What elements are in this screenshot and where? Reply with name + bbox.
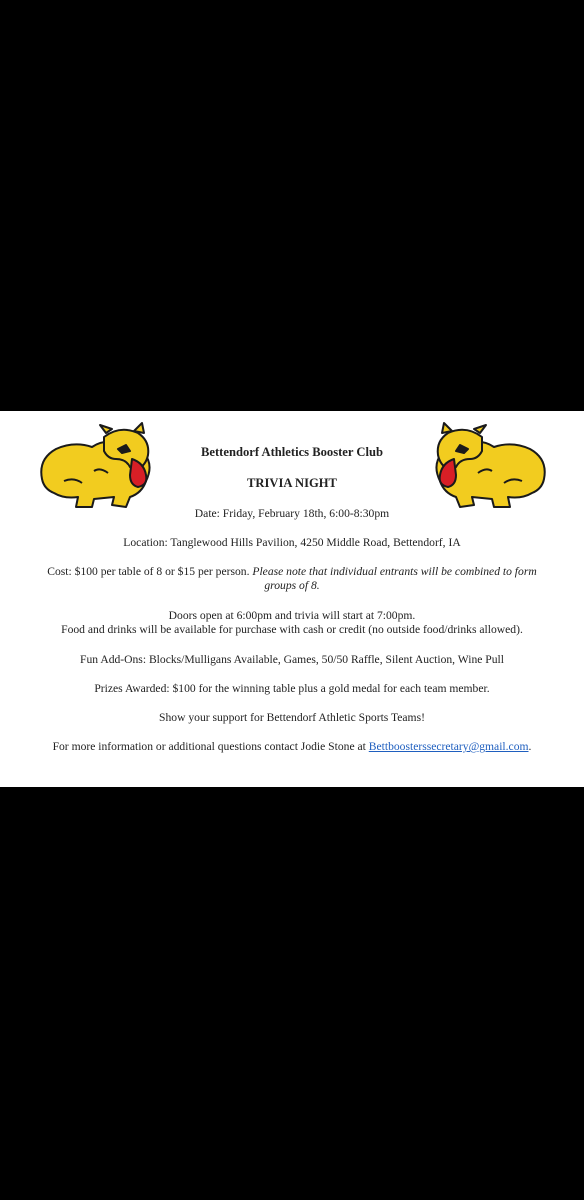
prizes: Prizes Awarded: $100 for the winning table plus a gold medal for each team member. — [94, 682, 490, 695]
contact-info — [0, 740, 584, 754]
contact-text: For more information or additional questions contact Jodie Stone at — [52, 740, 369, 753]
event-title: TRIVIA NIGHT — [247, 476, 337, 490]
cost-note-continued: groups of 8. — [264, 579, 320, 592]
food-drinks: Food and drinks will be available for purchase with cash or credit (no outside food/drinks allowed). — [61, 623, 523, 636]
flyer — [0, 411, 584, 787]
doors-open: Doors open at 6:00pm and trivia will start at 7:00pm. — [168, 609, 416, 622]
bulldog-mascot-icon — [34, 419, 164, 511]
support-message: Show your support for Bettendorf Athletic Sports Teams! — [159, 711, 425, 724]
event-cost — [0, 565, 584, 579]
org-name: Bettendorf Athletics Booster Club — [200, 445, 383, 459]
cost-note: Please note that individual entrants will be combined to form — [252, 565, 537, 578]
contact-email-link[interactable]: Bettboosterssecretary@gmail.com — [368, 740, 529, 753]
fun-addons: Fun Add-Ons: Blocks/Mulligans Available, Games, 50/50 Raffle, Silent Auction, Wine Pull — [80, 653, 504, 666]
contact-end: . — [528, 740, 532, 753]
event-date: Date: Friday, February 18th, 6:00-8:30pm — [194, 507, 390, 520]
cost-text: Cost: $100 per table of 8 or $15 per person. — [47, 565, 253, 578]
event-location: Location: Tanglewood Hills Pavilion, 4250 Middle Road, Bettendorf, IA — [123, 536, 461, 549]
bulldog-mascot-icon — [422, 419, 552, 511]
